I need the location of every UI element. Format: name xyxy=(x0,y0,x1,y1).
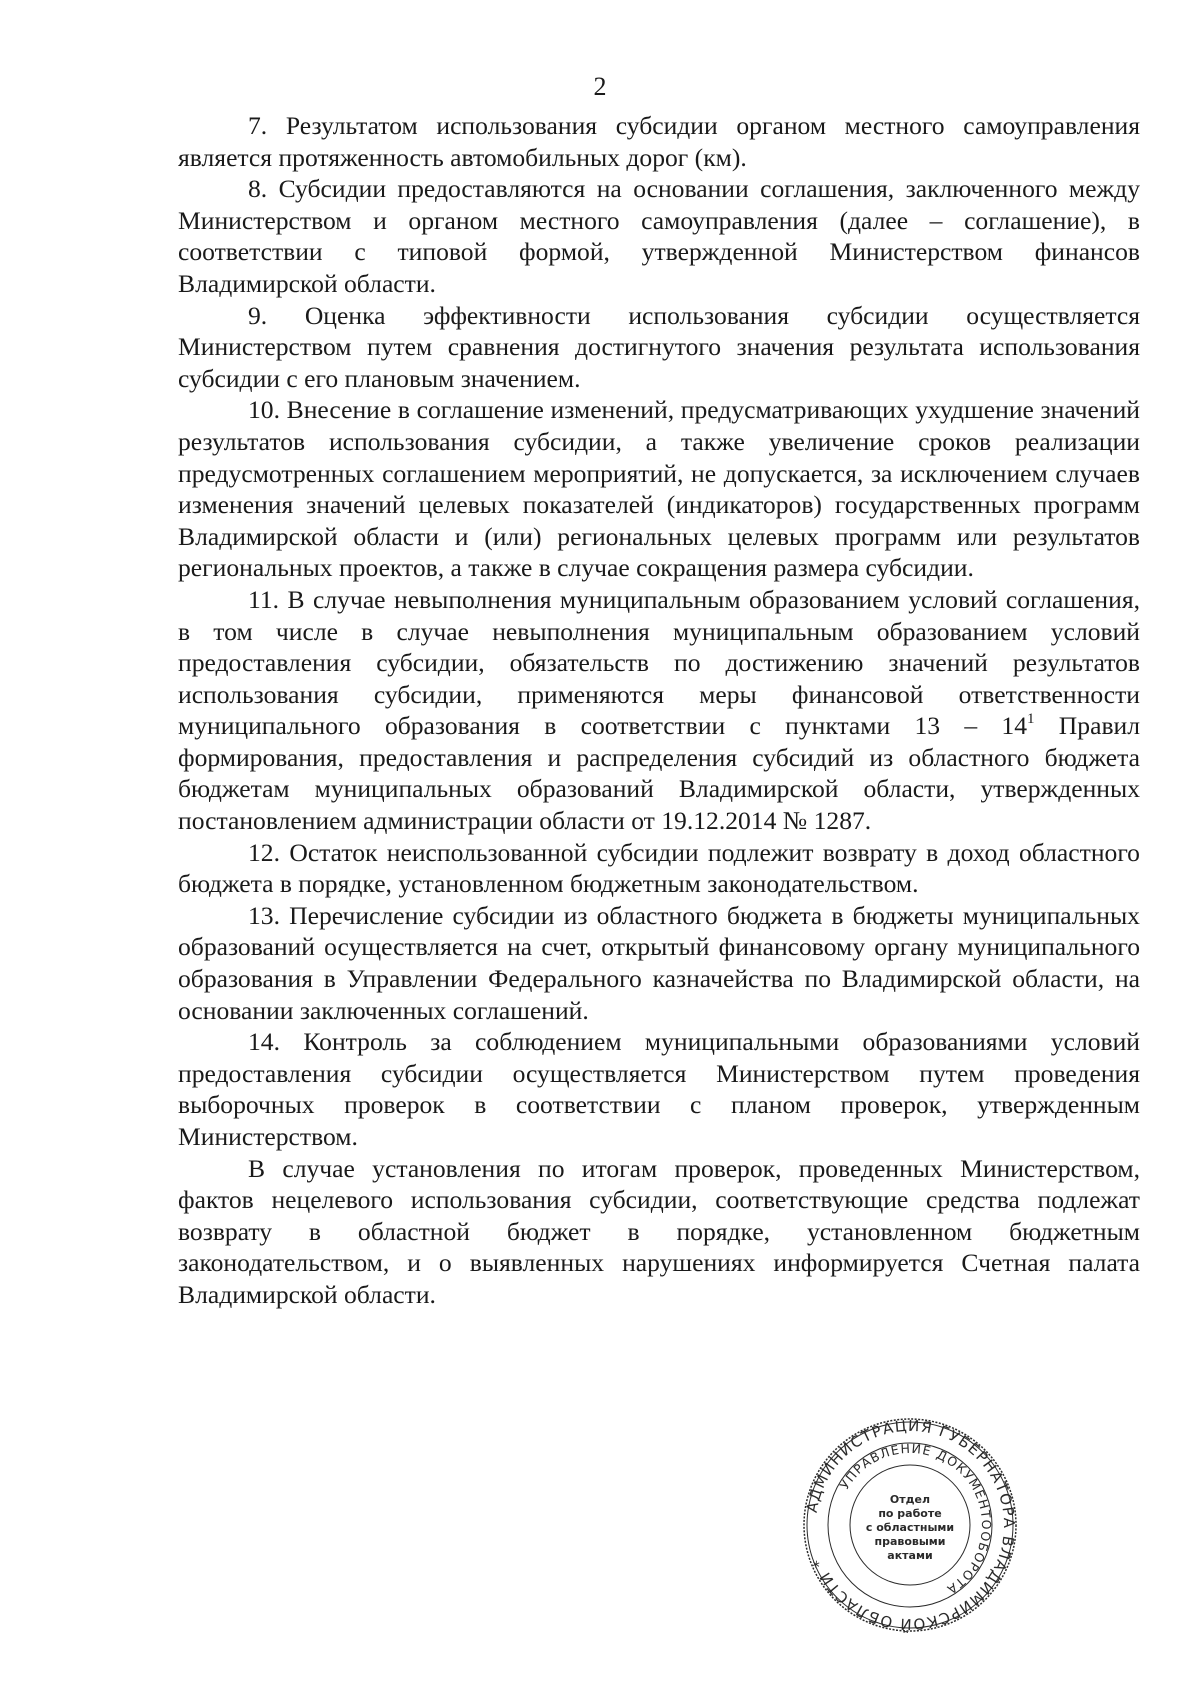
paragraph-text: Результатом использования субсидии органом местного самоуправления является протяженность автомобильных дорог (км). xyxy=(178,111,1140,172)
paragraph-text: Субсидии предоставляются на основании соглашения, заключенного между Министерством и органом местного самоуправления (далее – соглашение), в соответствии с типовой формой, утвержденной Министерством финансов Владимирской области. xyxy=(178,174,1140,298)
superscript: 1 xyxy=(1027,710,1035,727)
stamp-seal-icon xyxy=(800,1415,1020,1635)
stamp-inner-text: УПРАВЛЕНИЕ ДОКУМЕНТООБОРОТА xyxy=(836,1440,995,1598)
stamp-center-line: по работе xyxy=(878,1507,942,1520)
paragraph-14-continuation xyxy=(178,1153,1140,1311)
paragraph-12 xyxy=(178,837,1140,900)
paragraph-11 xyxy=(178,584,1140,837)
stamp-center-line: с областными xyxy=(865,1521,955,1534)
stamp-outer-text: АДМИНИСТРАЦИЯ ГУБЕРНАТОРА ВЛАДИМИРСКОЙ ОБЛАСТИ * xyxy=(802,1416,1019,1634)
paragraph-8 xyxy=(178,173,1140,299)
paragraph-number: 12. xyxy=(248,837,280,867)
paragraph-number: 11. xyxy=(248,584,280,614)
stamp-center-line: актами xyxy=(887,1549,933,1562)
paragraph-13 xyxy=(178,900,1140,1026)
paragraph-number: 13. xyxy=(248,900,280,930)
paragraph-9 xyxy=(178,300,1140,395)
stamp-center-line: Отдел xyxy=(889,1493,931,1506)
document-body xyxy=(178,110,1140,1311)
paragraph-text: Перечисление субсидии из областного бюджета в бюджеты муниципальных образований осуществляется на счет, открытый финансовому органу муниципального образования в Управлении Федерального казначейства по Владимирской области, на основании заключенных соглашений. xyxy=(178,900,1140,1025)
paragraph-number: 14. xyxy=(248,1027,280,1057)
paragraph-number: 9. xyxy=(248,300,268,330)
paragraph-number: 10. xyxy=(248,395,280,425)
paragraph-text: В случае установления по итогам проверок, проведенных Министерством, фактов нецелевого использования субсидии, соответствующие средства подлежат возврату в областной бюджет в порядке, установленном бюджетным законодательством, и о выявленных нарушениях информируется Счетная палата Владимирской области. xyxy=(178,1153,1140,1309)
paragraph-number: 7. xyxy=(248,111,268,140)
paragraph-text: В случае невыполнения муниципальным образованием условий соглашения, в том числе в случае невыполнения муниципальным образованием условий предоставления субсидии, обязательств по достижению значений результатов использования субсидии, применяются меры финансовой ответственности муниципального образования в соответствии с пунктами 13 – 14 xyxy=(178,584,1140,741)
paragraph-text: Внесение в соглашение изменений, предусматривающих ухудшение значений результатов использования субсидии, а также увеличение сроков реализации предусмотренных соглашением мероприятий, не допускается, за исключением случаев изменения значений целевых показателей (индикаторов) государственных программ Владимирской области и (или) региональных целевых программ или результатов региональных проектов, а также в случае сокращения размера субсидии. xyxy=(178,395,1140,583)
official-stamp xyxy=(800,1415,1020,1635)
paragraph-7 xyxy=(178,110,1140,173)
paragraph-10 xyxy=(178,394,1140,584)
paragraph-text: Оценка эффективности использования субсидии осуществляется Министерством путем сравнения достигнутого значения результата использования субсидии с его плановым значением. xyxy=(178,300,1141,393)
paragraph-text: Остаток неиспользованной субсидии подлежит возврату в доход областного бюджета в порядке, установленном бюджетным законодательством. xyxy=(178,837,1140,899)
paragraph-text-continued: Правил формирования, предоставления и распределения субсидий из областного бюджета бюджетам муниципальных образований Владимирской области, утвержденных постановлением администрации области от 19.12.2014 № 1287. xyxy=(178,711,1140,836)
page-number: 2 xyxy=(593,72,607,101)
paragraph-text: Контроль за соблюдением муниципальными образованиями условий предоставления субсидии осуществляется Министерством путем проведения выборочных проверок в соответствии с планом проверок, утвержденным Министерством. xyxy=(178,1027,1140,1151)
stamp-center-line: правовыми xyxy=(874,1535,946,1548)
paragraph-number: 8. xyxy=(248,174,268,204)
paragraph-14 xyxy=(178,1026,1140,1152)
